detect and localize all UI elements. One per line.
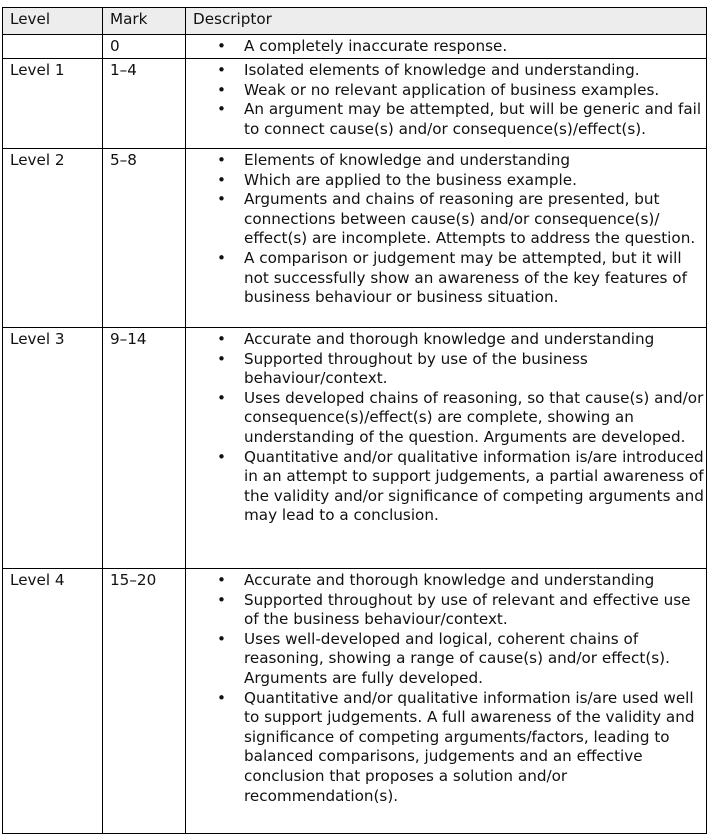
level-cell: Level 4 [3,569,103,834]
descriptor-list [186,151,706,308]
descriptor-cell [186,328,707,569]
table-row [3,569,707,834]
level-cell [3,35,103,59]
descriptor-item: • Supported throughout by use of relevant and effective use of the business behaviour/context. [186,591,706,630]
mark-cell: 5–8 [103,149,186,328]
mark-cell: 9–14 [103,328,186,569]
table-row [3,35,707,59]
mark-cell: 15–20 [103,569,186,834]
level-cell: Level 3 [3,328,103,569]
descriptor-item: • Accurate and thorough knowledge and understanding [186,330,706,350]
descriptor-cell [186,569,707,834]
descriptor-cell [186,149,707,328]
mark-cell: 1–4 [103,59,186,149]
descriptor-list [186,330,706,526]
descriptor-item: • Uses developed chains of reasoning, so that cause(s) and/or consequence(s)/effect(s) are complete, showing an understanding of the question. Arguments are developed. [186,389,706,448]
descriptor-item: • A completely inaccurate response. [186,37,706,57]
level-cell: Level 2 [3,149,103,328]
descriptor-item: • Supported throughout by use of the business behaviour/context. [186,350,706,389]
table-row [3,149,707,328]
header-mark: Mark [103,8,186,35]
descriptor-list [186,37,706,57]
header-row [3,8,707,35]
header-descriptor: Descriptor [186,8,707,35]
descriptor-item: • Arguments and chains of reasoning are presented, but connections between cause(s) and/or consequence(s)/ effect(s) are incomplete. Attempts to address the question. [186,190,706,249]
mark-scheme-table [2,7,707,834]
descriptor-item: • A comparison or judgement may be attempted, but it will not successfully show an awareness of the key features of business behaviour or business situation. [186,249,706,308]
descriptor-cell [186,35,707,59]
mark-cell: 0 [103,35,186,59]
descriptor-item: • Accurate and thorough knowledge and understanding [186,571,706,591]
header-level: Level [3,8,103,35]
level-cell: Level 1 [3,59,103,149]
descriptor-item: • Weak or no relevant application of business examples. [186,81,706,101]
descriptor-item: • Elements of knowledge and understanding [186,151,706,171]
table-row [3,59,707,149]
descriptor-cell [186,59,707,149]
table-row [3,328,707,569]
descriptor-item: • Isolated elements of knowledge and understanding. [186,61,706,81]
descriptor-item: • Uses well-developed and logical, coherent chains of reasoning, showing a range of cause(s) and/or effect(s). Arguments are fully developed. [186,630,706,689]
descriptor-item: • An argument may be attempted, but will be generic and fail to connect cause(s) and/or consequence(s)/effect(s). [186,100,706,139]
descriptor-list [186,571,706,806]
descriptor-item: • Quantitative and/or qualitative information is/are used well to support judgements. A full awareness of the validity and significance of competing arguments/factors, leading to balanced comparisons, judgements and an effective conclusion that proposes a solution and/or recommendation(s). [186,689,706,807]
descriptor-list [186,61,706,139]
descriptor-item: • Quantitative and/or qualitative information is/are introduced in an attempt to support judgements, a partial awareness of the validity and/or significance of competing arguments and may lead to a conclusion. [186,448,706,526]
descriptor-item: • Which are applied to the business example. [186,171,706,191]
